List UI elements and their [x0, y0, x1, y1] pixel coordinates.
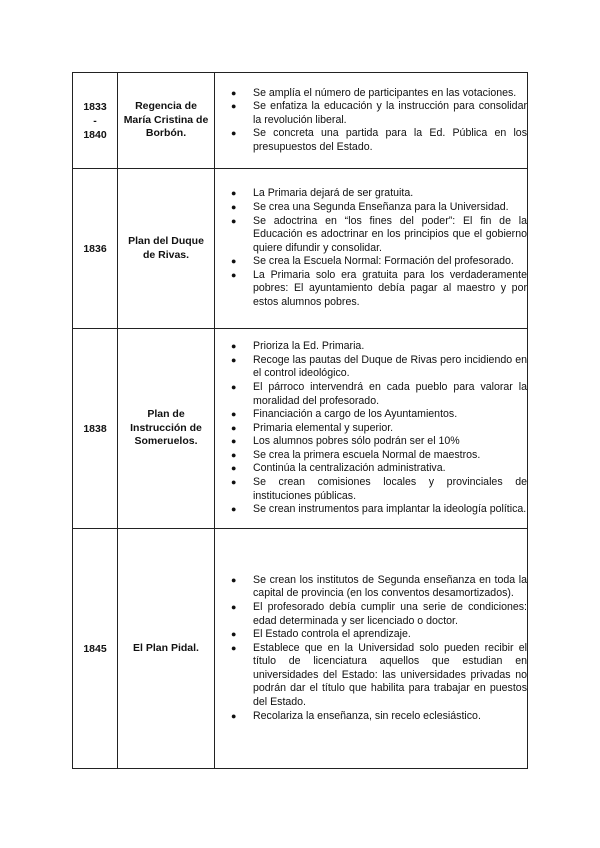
bullet-icon: ●	[231, 256, 237, 267]
list-item	[215, 710, 527, 724]
list-item-text: La Primaria dejará de ser gratuita.	[253, 187, 414, 200]
bullet-icon: ●	[231, 87, 237, 98]
year-cell	[73, 169, 118, 329]
list-item	[215, 449, 527, 463]
plan-name: Regencia de María Cristina de Borbón.	[123, 100, 209, 140]
plan-name: El Plan Pidal.	[133, 641, 199, 654]
list-item	[215, 601, 527, 628]
bullet-list	[215, 340, 527, 517]
list-item	[215, 435, 527, 449]
list-item-text: Se crean instrumentos para implantar la ideología política.	[253, 503, 527, 516]
bullet-icon: ●	[231, 710, 237, 721]
list-item-text: La Primaria solo era gratuita para los verdaderamente pobres: El ayuntamiento debía pagar al maestro y por estos alumnos pobres.	[253, 268, 527, 309]
bullet-icon: ●	[231, 436, 237, 447]
table-row	[73, 169, 528, 329]
list-item-text: Recoge las pautas del Duque de Rivas pero incidiendo en el control ideológico.	[253, 353, 527, 380]
list-item-text: Primaria elemental y superior.	[253, 421, 394, 434]
bullet-icon: ●	[231, 188, 237, 199]
year-start: 1845	[83, 642, 107, 655]
bullet-icon: ●	[231, 574, 237, 585]
list-item-text: El párroco intervendrá en cada pueblo para valorar la moralidad del profesorado.	[253, 380, 527, 407]
list-item-text: Se adoctrina en “los fines del poder”: El fin de la Educación es adoctrinar en los principios que el gobierno quiere difundir y consolidar.	[253, 214, 527, 254]
year-start: 1833	[83, 100, 107, 113]
year-start: 1836	[83, 242, 107, 255]
list-item	[215, 503, 527, 517]
items-cell	[215, 329, 528, 529]
list-item-text: Los alumnos pobres sólo podrán ser el 10%	[253, 435, 460, 448]
list-item	[215, 628, 527, 642]
list-item	[215, 87, 527, 101]
plan-cell	[118, 329, 215, 529]
bullet-icon: ●	[231, 629, 237, 640]
list-item-text: Se enfatiza la educación y la instrucción para consolidar la revolución liberal.	[253, 100, 527, 126]
bullet-icon: ●	[231, 449, 237, 460]
bullet-icon: ●	[231, 269, 237, 280]
list-item	[215, 100, 527, 127]
items-cell	[215, 169, 528, 329]
list-item-text: Se crea la primera escuela Normal de maestros.	[253, 448, 481, 461]
list-item-text: Se crea la Escuela Normal: Formación del profesorado.	[253, 255, 514, 268]
list-item	[215, 127, 527, 154]
list-item	[215, 381, 527, 408]
list-item-text: Se crea una Segunda Enseñanza para la Universidad.	[253, 200, 509, 213]
bullet-icon: ●	[231, 201, 237, 212]
year-cell	[73, 329, 118, 529]
bullet-icon: ●	[231, 601, 237, 612]
bullet-icon: ●	[231, 215, 237, 226]
plan-name: Plan de Instrucción de Someruelos.	[130, 408, 202, 448]
year-start: 1838	[83, 422, 107, 435]
bullet-icon: ●	[231, 354, 237, 365]
table-row	[73, 329, 528, 529]
list-item	[215, 269, 527, 310]
bullet-icon: ●	[231, 477, 237, 488]
year-separator: -	[93, 114, 97, 127]
list-item-text: Se concreta una partida para la Ed. Pública en los presupuestos del Estado.	[253, 127, 527, 153]
list-item-text: Establece que en la Universidad solo pueden recibir el título de licenciatura aquellos que estudian en universidades del Estado: las universidades privadas no podrán dar el título que habilita para trabajar en puestos del Estado.	[253, 641, 527, 709]
items-cell	[215, 73, 528, 169]
list-item-text: Continúa la centralización administrativa.	[253, 462, 446, 475]
list-item-text: Se amplía el número de participantes en las votaciones.	[253, 86, 517, 99]
list-item	[215, 201, 527, 215]
list-item	[215, 340, 527, 354]
bullet-icon: ●	[231, 504, 237, 515]
list-item-text: Financiación a cargo de los Ayuntamientos.	[253, 408, 458, 421]
plan-cell	[118, 73, 215, 169]
bullet-icon: ●	[231, 101, 237, 112]
list-item	[215, 255, 527, 269]
year-cell	[73, 529, 118, 769]
bullet-icon: ●	[231, 642, 237, 653]
list-item-text: Se crean comisiones locales y provinciales de instituciones públicas.	[253, 476, 527, 502]
list-item-text: El Estado controla el aprendizaje.	[253, 628, 411, 641]
list-item-text: Se crean los institutos de Segunda enseñanza en toda la capital de provincia (en los conventos desamortizados).	[253, 573, 527, 600]
table-row	[73, 529, 528, 769]
list-item-text: Recolariza la enseñanza, sin recelo eclesiástico.	[253, 709, 481, 722]
bullet-icon: ●	[231, 409, 237, 420]
list-item	[215, 462, 527, 476]
bullet-list	[215, 87, 527, 155]
year-end: 1840	[83, 128, 107, 141]
list-item	[215, 215, 527, 256]
list-item-text: Prioriza la Ed. Primaria.	[253, 340, 365, 353]
plan-cell	[118, 529, 215, 769]
list-item-text: El profesorado debía cumplir una serie de condiciones: edad determinada y ser licenciado o doctor.	[253, 600, 527, 627]
plan-cell	[118, 169, 215, 329]
year-cell	[73, 73, 118, 169]
list-item	[215, 422, 527, 436]
bullet-icon: ●	[231, 381, 237, 392]
list-item	[215, 354, 527, 381]
bullet-icon: ●	[231, 128, 237, 139]
bullet-list	[215, 187, 527, 309]
plan-name: Plan del Duque de Rivas.	[128, 235, 204, 261]
history-table	[72, 72, 528, 769]
table-row	[73, 73, 528, 169]
bullet-list	[215, 574, 527, 724]
items-cell	[215, 529, 528, 769]
bullet-icon: ●	[231, 341, 237, 352]
list-item	[215, 476, 527, 503]
list-item	[215, 574, 527, 601]
list-item	[215, 408, 527, 422]
list-item	[215, 187, 527, 201]
bullet-icon: ●	[231, 422, 237, 433]
bullet-icon: ●	[231, 463, 237, 474]
list-item	[215, 642, 527, 710]
